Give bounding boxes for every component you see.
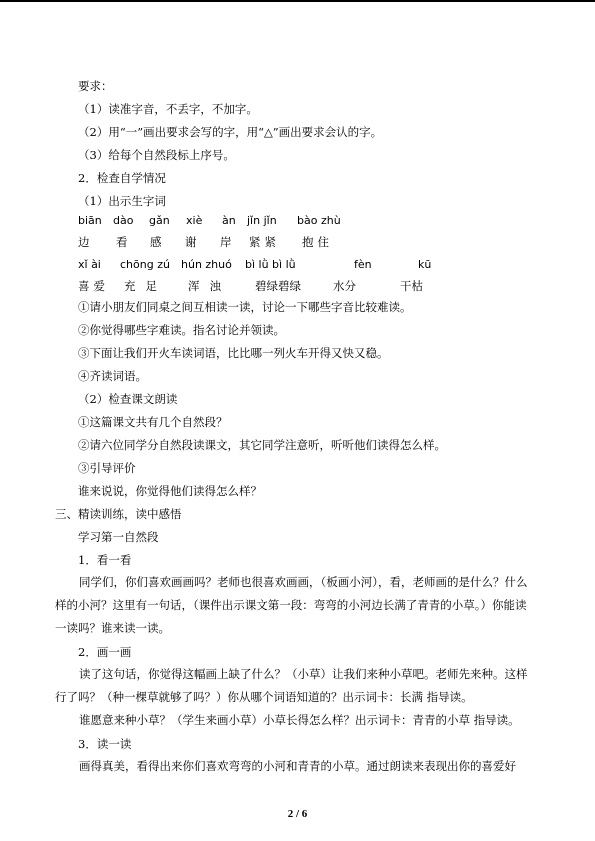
requirements-heading: 要求： <box>78 79 113 93</box>
word: 谢 <box>185 235 197 249</box>
reading-step-3: ③引导评价 <box>78 461 136 475</box>
word: 紧紧 <box>249 235 280 249</box>
pinyin: xǐ ài <box>78 258 101 271</box>
subheading-show-words: （1）出示生字词 <box>78 194 166 208</box>
word: 边 <box>78 235 90 249</box>
step-2: ②你觉得哪些字难读。指名讨论并领读。 <box>78 323 285 337</box>
requirement-2: （2）用“一”画出要求会写的字，用“△”画出要求会认的字。 <box>78 125 383 139</box>
paragraph-plant-grass: 谁愿意来种小草？（学生来画小草）小草长得怎么样？出示词卡：青青的小草 指导读。 <box>79 713 520 727</box>
pinyin: fèn <box>354 258 372 271</box>
step-3: ③下面让我们开火车读词语，比比哪一列火车开得又快又稳。 <box>78 346 389 360</box>
word: 干枯 <box>400 279 423 293</box>
requirement-3: （3）给每个自然段标上序号。 <box>78 148 235 162</box>
word: 看 <box>116 235 128 249</box>
activity-look: 1．看一看 <box>78 553 132 567</box>
top-rule <box>0 0 595 2</box>
section-heading-check-selfstudy: 2．检查自学情况 <box>78 171 166 185</box>
word: 感 <box>150 235 162 249</box>
word: 充足 <box>124 279 167 293</box>
pinyin: chōng zú <box>120 258 170 271</box>
pinyin: bào zhù <box>297 214 341 227</box>
study-paragraph-one: 学习第一自然段 <box>78 530 159 544</box>
step-1: ①请小朋友们同桌之间互相读一读，讨论一下哪些字音比较难读。 <box>78 300 412 314</box>
pinyin: hún zhuó <box>181 258 232 271</box>
activity-read: 3．读一读 <box>78 737 132 751</box>
paragraph-look: 同学们，你们喜欢画画吗？老师也很喜欢画画，（板画小河），看，老师画的是什么？什么样的小河？这里有一句话，（课件出示课文第一段：弯弯的小河边长满了青青的小草。）你能读一读吗？谁来读一读。 <box>55 575 528 635</box>
word: 抱住 <box>302 235 333 249</box>
word: 岸 <box>220 235 232 249</box>
reading-step-2: ②请六位同学分自然段读课文，其它同学注意听，听听他们读得怎么样。 <box>78 438 446 452</box>
paragraph-read: 画得真美，看得出来你们喜欢弯弯的小河和青青的小草。通过朗读来表现出你的喜爱好 <box>79 759 516 773</box>
page-number: 2 / 6 <box>287 808 308 820</box>
pinyin: biān <box>78 214 102 227</box>
section-three-heading: 三、精读训练，读中感悟 <box>55 507 182 521</box>
pinyin: àn <box>222 214 236 227</box>
step-4: ④齐读词语。 <box>78 369 147 383</box>
requirement-1: （1）读准字音，不丢字，不加字。 <box>78 102 258 116</box>
word: 喜爱 <box>78 279 109 293</box>
pinyin: jǐn jǐn <box>247 214 277 227</box>
reading-step-1: ①这篇课文共有几个自然段？ <box>78 415 228 429</box>
evaluation-question: 谁来说说，你觉得他们读得怎么样？ <box>78 484 262 498</box>
word: 水分 <box>333 279 356 293</box>
word: 浑浊 <box>188 279 231 293</box>
paragraph-draw: 读了这句话，你觉得这幅画上缺了什么？（小草）让我们来种小草吧。老师先来种。这样行了吗？（种一棵草就够了吗？）你从哪个词语知道的？出示词卡：长满 指导读。 <box>55 667 528 704</box>
pinyin: kū <box>418 258 432 271</box>
activity-draw: 2．画一画 <box>78 645 132 659</box>
pinyin: xiè <box>186 214 203 227</box>
subheading-check-reading: （2）检查课文朗读 <box>78 392 178 406</box>
pinyin: bì lǜ bì lǜ <box>245 258 296 271</box>
word: 碧绿碧绿 <box>255 279 301 293</box>
pinyin: gǎn <box>149 214 170 227</box>
pinyin: dào <box>113 214 134 227</box>
